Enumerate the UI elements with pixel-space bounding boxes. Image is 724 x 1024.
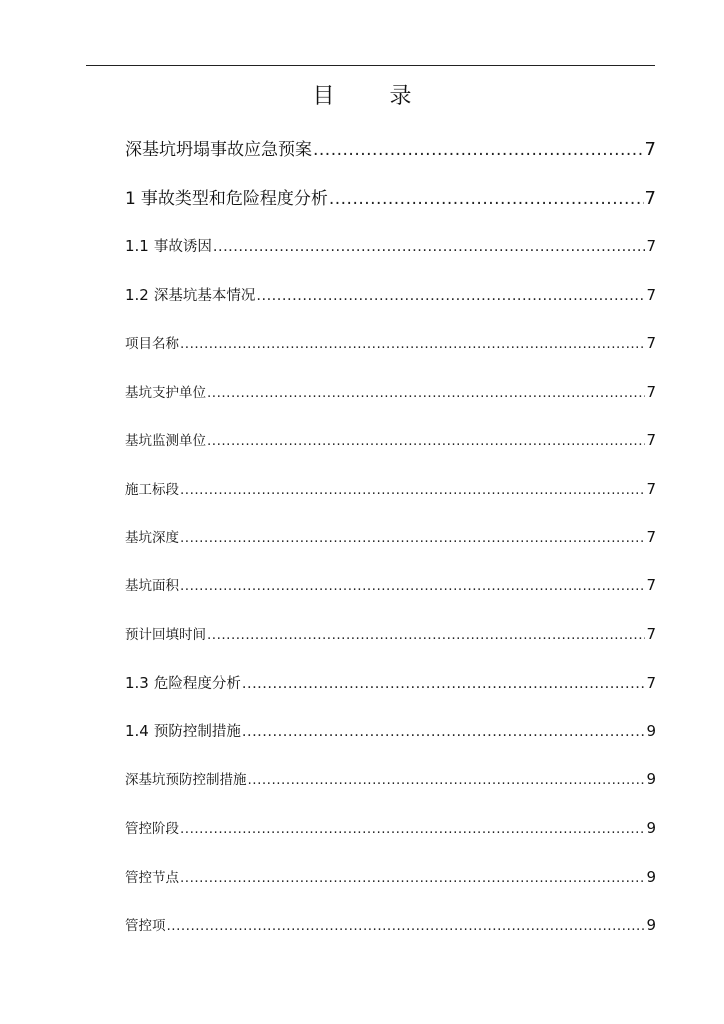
toc-entry-label: 管控项 xyxy=(125,918,166,934)
toc-dot-leader xyxy=(213,239,646,255)
toc-entry[interactable] xyxy=(125,184,656,209)
toc-entry-page-number: 9 xyxy=(646,722,656,740)
toc-dot-leader xyxy=(180,530,645,546)
toc-entry-page-number: 7 xyxy=(646,625,656,643)
toc-dot-leader xyxy=(207,433,645,449)
toc-dot-leader xyxy=(207,627,645,643)
toc-entry[interactable] xyxy=(125,478,656,498)
toc-dot-leader xyxy=(242,724,646,740)
toc-entry[interactable] xyxy=(125,817,656,837)
toc-entry-page-number: 9 xyxy=(646,916,656,934)
toc-entry[interactable] xyxy=(125,235,656,256)
toc-dot-leader xyxy=(180,870,645,886)
toc-dot-leader xyxy=(207,385,645,401)
toc-entry[interactable] xyxy=(125,720,656,741)
toc-entry[interactable] xyxy=(125,866,656,886)
toc-entry-label: 预防控制措施 xyxy=(153,724,241,740)
toc-entry-page-number: 7 xyxy=(646,286,656,304)
toc-dot-leader xyxy=(242,676,646,692)
toc-dot-leader xyxy=(167,918,646,934)
toc-entry-label: 基坑支护单位 xyxy=(125,385,206,401)
toc-dot-leader xyxy=(256,288,645,304)
toc-entry-page-number: 7 xyxy=(646,576,656,594)
toc-entry-page-number: 9 xyxy=(646,819,656,837)
toc-entry[interactable] xyxy=(125,429,656,449)
toc-entry[interactable] xyxy=(125,135,656,160)
toc-entry-label: 预计回填时间 xyxy=(125,627,206,643)
toc-entry-page-number: 7 xyxy=(646,528,656,546)
toc-entry-page-number: 9 xyxy=(646,770,656,788)
toc-entry[interactable] xyxy=(125,914,656,934)
toc-entry-page-number: 7 xyxy=(646,674,656,692)
toc-entry-page-number: 7 xyxy=(646,334,656,352)
toc-entry-label: 事故类型和危险程度分析 xyxy=(140,189,328,209)
toc-dot-leader xyxy=(180,336,645,352)
toc-entry[interactable] xyxy=(125,381,656,401)
toc-entry-label: 事故诱因 xyxy=(153,239,212,255)
table-of-contents xyxy=(125,0,656,1024)
toc-entry-number: 1.3 xyxy=(125,674,149,692)
toc-title: 目 录 xyxy=(312,84,436,109)
toc-entry-label: 深基坑基本情况 xyxy=(153,288,256,304)
toc-entry-label: 管控节点 xyxy=(125,870,179,886)
toc-dot-leader xyxy=(313,140,644,160)
toc-entry-label: 管控阶段 xyxy=(125,821,179,837)
toc-entry-page-number: 9 xyxy=(646,868,656,886)
toc-entry-page-number: 7 xyxy=(646,237,656,255)
toc-entry[interactable] xyxy=(125,526,656,546)
toc-entry-label: 危险程度分析 xyxy=(153,676,241,692)
toc-entry-number: 1.1 xyxy=(125,237,149,255)
toc-entry-label: 基坑深度 xyxy=(125,530,179,546)
toc-entry[interactable] xyxy=(125,768,656,788)
toc-entry-page-number: 7 xyxy=(644,139,656,160)
toc-entry-label: 基坑面积 xyxy=(125,578,179,594)
toc-entry-page-number: 7 xyxy=(644,188,656,209)
toc-entry[interactable] xyxy=(125,332,656,352)
toc-entry[interactable] xyxy=(125,574,656,594)
toc-entry-number: 1 xyxy=(125,189,136,209)
toc-entry-label: 项目名称 xyxy=(125,336,179,352)
toc-dot-leader xyxy=(180,578,645,594)
toc-entry-label: 深基坑预防控制措施 xyxy=(125,772,247,788)
toc-dot-leader xyxy=(248,772,646,788)
toc-entry[interactable] xyxy=(125,672,656,693)
toc-entry-page-number: 7 xyxy=(646,480,656,498)
toc-dot-leader xyxy=(329,189,644,209)
toc-entry-label: 基坑监测单位 xyxy=(125,433,206,449)
toc-entry[interactable] xyxy=(125,623,656,643)
toc-entry[interactable] xyxy=(125,284,656,305)
toc-entry-label: 深基坑坍塌事故应急预案 xyxy=(125,140,312,160)
toc-entry-number: 1.2 xyxy=(125,286,149,304)
toc-entry-label: 施工标段 xyxy=(125,482,179,498)
toc-entry-page-number: 7 xyxy=(646,431,656,449)
toc-entry-page-number: 7 xyxy=(646,383,656,401)
toc-dot-leader xyxy=(180,482,645,498)
toc-dot-leader xyxy=(180,821,645,837)
toc-entry-number: 1.4 xyxy=(125,722,149,740)
